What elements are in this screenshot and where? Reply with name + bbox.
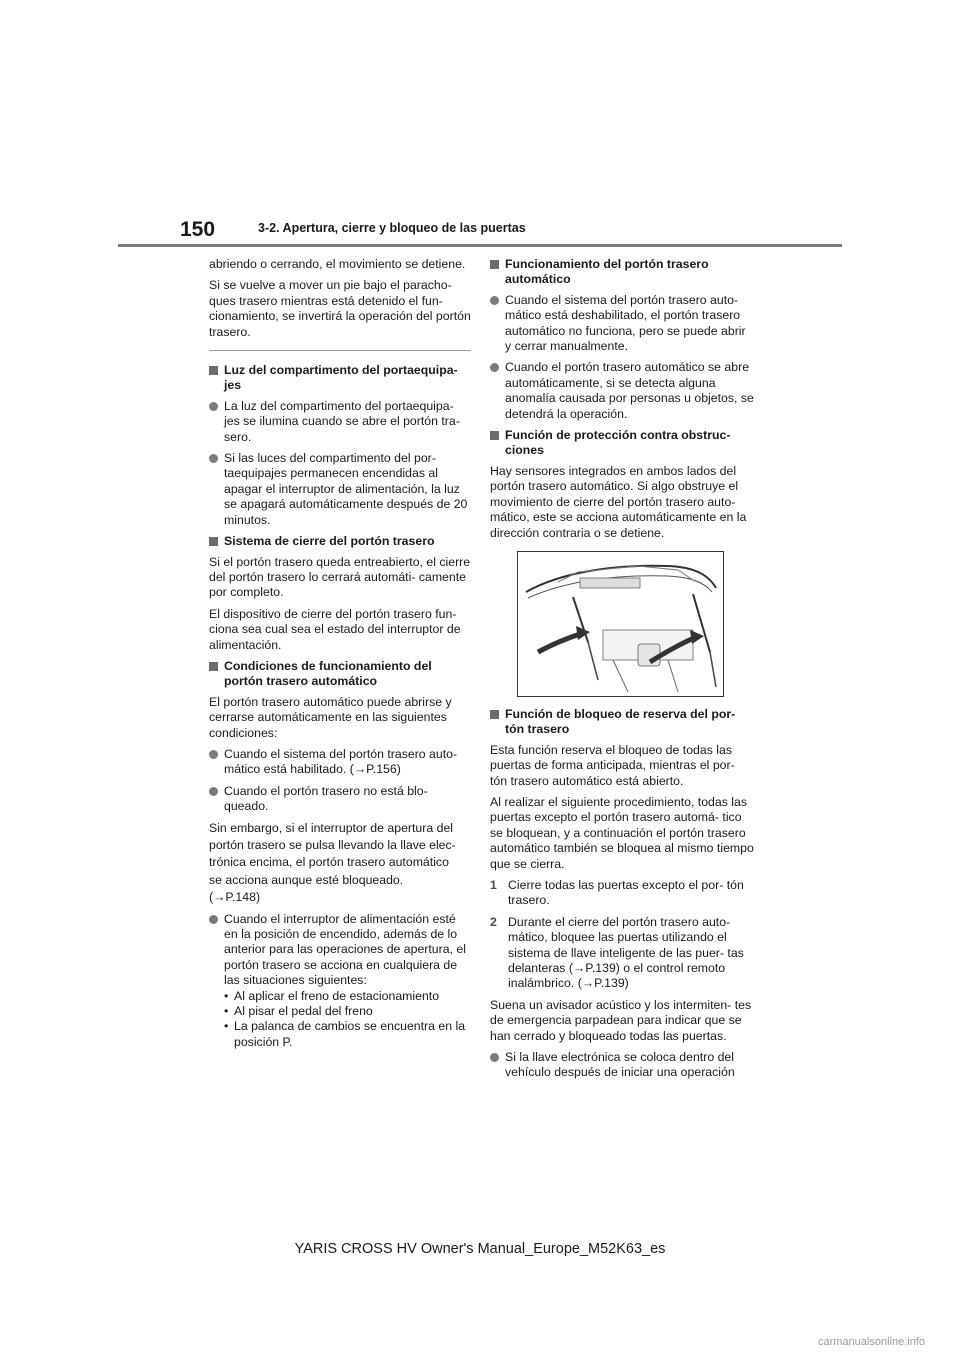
paragraph-line: portón trasero se pulsa llevando la llave elec- xyxy=(209,838,456,852)
list-item: • Al pisar el pedal del freno xyxy=(224,1004,471,1019)
left-column xyxy=(209,257,471,1056)
bullet-item: Cuando el portón trasero automático se abre automáticamente, si se detecta alguna anomalía causada por personas u objetos, se detendrá la operación. xyxy=(490,360,754,422)
bullet-item: Cuando el sistema del portón trasero auto- mático está habilitado. (→P.156) xyxy=(209,747,471,778)
paragraph: abriendo o cerrando, el movimiento se detiene. xyxy=(209,257,466,271)
paragraph: El dispositivo de cierre del portón trasero fun- ciona sea cual sea el estado del interruptor de alimentación. xyxy=(209,606,461,652)
paragraph: Hay sensores integrados en ambos lados del portón trasero automático. Si algo obstruye el movimiento de cierre del portón trasero auto- mático, este se acciona automáticamente en la dirección contraria o se detiene. xyxy=(490,463,747,540)
paragraph-line: trónica encima, el portón trasero automático xyxy=(209,855,449,870)
step-text: Cierre todas las puertas excepto el por- tón trasero. xyxy=(508,877,744,908)
condition-list xyxy=(224,989,471,1051)
heading-luggage-light: Luz del compartimento del portaequipa- jes xyxy=(209,363,471,394)
watermark: carmanualsonline.info xyxy=(818,1336,926,1348)
bullet-item: Cuando el portón trasero no está blo- queado. xyxy=(209,784,471,815)
step-text: Durante el cierre del portón trasero auto- mático, bloquee las puertas utilizando el sistema de llave inteligente de las puer- tas delanteras (→P.139) o el control remoto inalámbrico. (→P.139) xyxy=(508,914,744,991)
footer-manual-name: YARIS CROSS HV Owner's Manual_Europe_M52K63_es xyxy=(294,1241,666,1257)
paragraph: El portón trasero automático puede abrirse y cerrarse automáticamente en las siguientes condiciones: xyxy=(209,694,452,740)
step-item xyxy=(490,878,754,909)
step-item xyxy=(490,915,754,992)
bullet-item xyxy=(209,912,471,1051)
bullet-item: Si las luces del compartimento del por- taequipajes permanecen encendidas al apagar el interruptor de alimentación, la luz se apagará automáticamente después de 20 minutos. xyxy=(209,451,471,528)
list-item: • La palanca de cambios se encuentra en la posición P. xyxy=(224,1019,471,1050)
bullet-text: Cuando el interruptor de alimentación esté en la posición de encendido, además de lo anterior para las operaciones de apertura, el portón trasero se acciona en cualquiera de las situaciones siguientes: xyxy=(224,911,466,988)
paragraph-line: Sin embargo, si el interruptor de apertura del xyxy=(209,820,454,835)
heading-closing-system: Sistema de cierre del portón trasero xyxy=(209,534,471,549)
step-number: 2 xyxy=(490,914,497,929)
paragraph: Si el portón trasero queda entreabierto, el cierre del portón trasero lo cerrará automáti- camente por completo. xyxy=(209,554,471,600)
bullet-item: Si la llave electrónica se coloca dentro del vehículo después de iniciar una operación xyxy=(490,1050,754,1081)
step-number: 1 xyxy=(490,877,497,892)
list-item: • Al aplicar el freno de estacionamiento xyxy=(224,989,471,1004)
heading-operating-conditions: Condiciones de funcionamiento del portón trasero automático xyxy=(209,659,471,690)
heading-reserve-lock: Función de bloqueo de reserva del por- tón trasero xyxy=(490,707,754,738)
paragraph: Esta función reserva el bloqueo de todas las puertas de forma anticipada, mientras el por- tón trasero automático está abierto. xyxy=(490,742,735,788)
tailgate-sensor-illustration xyxy=(517,551,724,697)
paragraph: Suena un avisador acústico y los intermiten- tes de emergencia parpadean para indicar que se han cerrado y bloqueado todas las puertas. xyxy=(490,997,752,1043)
page-number: 150 xyxy=(180,218,216,241)
tailgate-drawing xyxy=(518,552,723,696)
bullet-item: Cuando el sistema del portón trasero auto- mático está deshabilitado, el portón trasero automático no funciona, pero se puede abrir y cerrar manualmente. xyxy=(490,293,754,355)
page-reference: (→P.148) xyxy=(209,890,261,905)
paragraph: Al realizar el siguiente procedimiento, todas las puertas excepto el portón trasero automá- tico se bloquean, y a continuación el portón trasero automático también se bloquea al mismo tiempo que se cierra. xyxy=(490,794,754,871)
paragraph: Si se vuelve a mover un pie bajo el paracho- ques trasero mientras está detenido el fun- cionamiento, se invertirá la operación del portón trasero. xyxy=(209,278,471,339)
divider xyxy=(209,350,471,351)
section-title: 3-2. Apertura, cierre y bloqueo de las puertas xyxy=(258,221,526,235)
right-column xyxy=(490,257,754,1087)
header-rule xyxy=(118,244,842,247)
paragraph-line: se acciona aunque esté bloqueado. xyxy=(209,872,404,887)
heading-obstruction-protection: Función de protección contra obstruc- ciones xyxy=(490,428,754,459)
bullet-item: La luz del compartimento del portaequipa- jes se ilumina cuando se abre el portón tra- sero. xyxy=(209,399,471,445)
heading-power-tailgate-operation: Funcionamiento del portón trasero automático xyxy=(490,257,754,288)
